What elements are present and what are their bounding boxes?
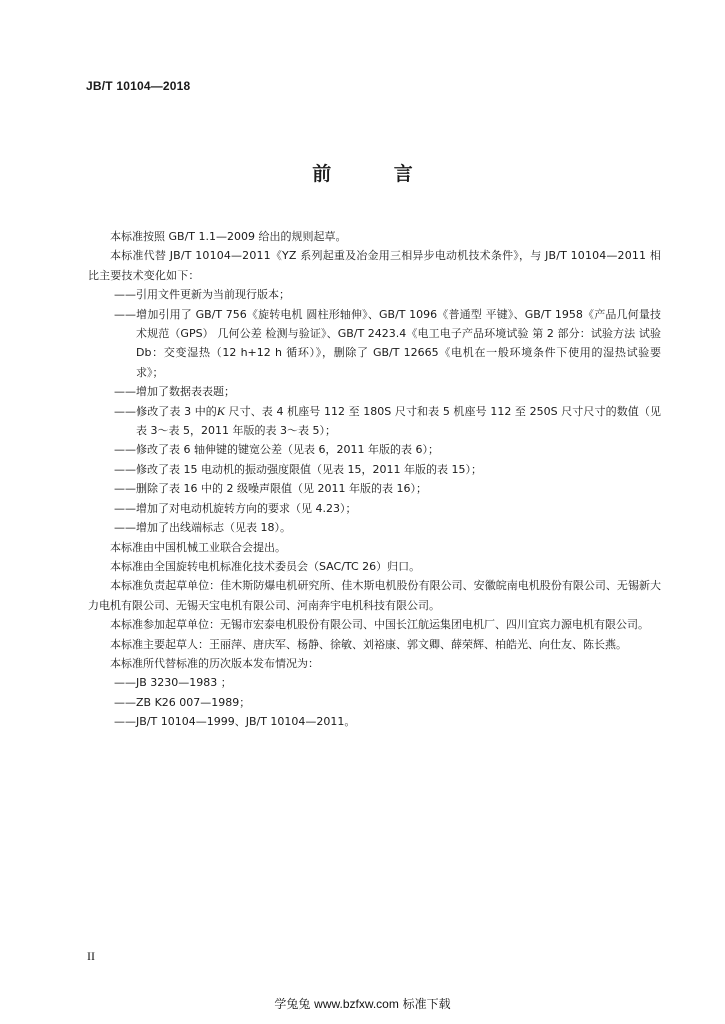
foreword-body [88, 227, 661, 732]
change-item [88, 402, 661, 441]
page-number: II [87, 949, 95, 963]
change-item-text: ——修改了表 3 中的 [114, 404, 217, 418]
paragraph-main-drafters: 本标准主要起草人：王丽萍、唐庆军、杨静、徐敏、刘裕康、郭文卿、薛荣辉、柏皓光、向仕友、陈长燕。 [110, 637, 627, 651]
change-item: ——增加了出线端标志（见表 18）。 [114, 521, 291, 535]
change-item-text: 尺寸、表 4 机座号 112 至 180S 尺寸和表 5 机座号 112 至 250S 尺寸尺寸的数值（见表 3～表 5，2011 年版的表 3～表 5）； [136, 404, 661, 438]
download-footer [0, 995, 725, 1012]
paragraph-replaces: 本标准代替 JB/T 10104—2011《YZ 系列起重及冶金用三相异步电动机技术条件》，与 JB/T 10104—2011 相比主要技术变化如下： [88, 249, 661, 282]
paragraph-drafting-rules: 本标准按照 GB/T 1.1—2009 给出的规则起草。 [110, 230, 347, 243]
history-item: ——JB/T 10104—1999、JB/T 10104—2011。 [114, 715, 356, 729]
change-item: ——修改了表 6 轴伸键的键宽公差（见表 6，2011 年版的表 6）； [114, 443, 439, 457]
change-item: ——增加了数据表表题； [114, 385, 235, 399]
footer-url: www.bzfxw.com [314, 997, 399, 1011]
change-item: ——增加了对电动机旋转方向的要求（见 4.23）； [114, 501, 357, 515]
page-title: 前 言 [312, 163, 441, 185]
footer-site-name: 学兔兔 [274, 997, 311, 1011]
standard-number-header: JB/T 10104—2018 [86, 79, 191, 93]
paragraph-lead-drafters: 本标准负责起草单位：佳木斯防爆电机研究所、佳木斯电机股份有限公司、安徽皖南电机股份有限公司、无锡新大力电机有限公司、无锡天宝电机有限公司、河南奔宇电机科技有限公司。 [88, 579, 661, 612]
change-item: ——删除了表 16 中的 2 级噪声限值（见 2011 年版的表 16）； [114, 482, 427, 496]
change-item: ——引用文件更新为当前现行版本； [114, 288, 290, 302]
paragraph-proposer: 本标准由中国机械工业联合会提出。 [110, 540, 286, 554]
footer-tagline: 标准下载 [402, 997, 451, 1011]
paragraph-committee: 本标准由全国旋转电机标准化技术委员会（SAC/TC 26）归口。 [110, 559, 421, 573]
paragraph-history-intro: 本标准所代替标准的历次版本发布情况为： [110, 656, 319, 670]
change-item: ——修改了表 15 电动机的振动强度限值（见表 15，2011 年版的表 15）； [114, 462, 482, 476]
change-item: ——增加引用了 GB/T 756《旋转电机 圆柱形轴伸》、GB/T 1096《普通型 平键》、GB/T 1958《产品几何量技术规范（GPS） 几何公差 检测与验证》、GB/T 2423.4《电工电子产品环境试验 第 2 部分：试验方法 试验 Db：交变湿热（12 h+12 h 循环）》，删除了 GB/T 12665《电机在一般环境条件下使用的湿热试验要求》； [114, 307, 661, 379]
paragraph-participating-drafters: 本标准参加起草单位：无锡市宏泰电机股份有限公司、中国长江航运集团电机厂、四川宜宾力源电机有限公司。 [110, 618, 649, 632]
history-item: ——JB 3230—1983 ； [114, 676, 232, 690]
history-item: ——ZB K26 007—1989； [114, 695, 251, 709]
symbol-k: K [216, 403, 225, 418]
